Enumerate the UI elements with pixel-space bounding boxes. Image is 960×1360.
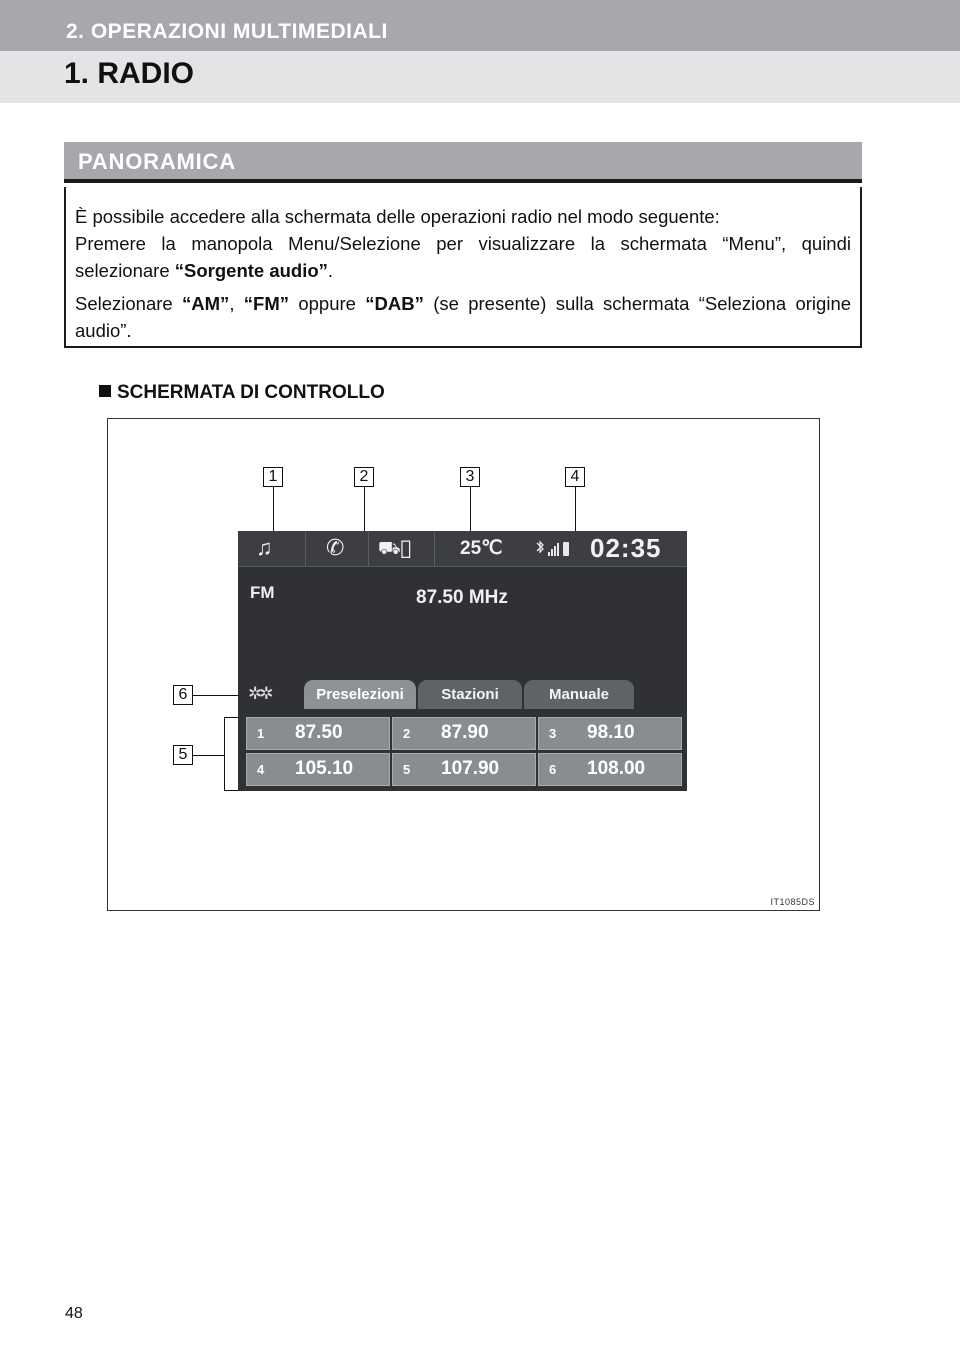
preset-button-4[interactable]: 4 105.10: [246, 753, 390, 786]
page-number: 48: [65, 1305, 83, 1322]
overview-paragraph-2: Selezionare “AM”, “FM” oppure “DAB” (se presente) sulla schermata “Seleziona origine audio”.: [75, 293, 852, 341]
band-label: FM: [250, 583, 275, 602]
preset-button-3[interactable]: 3 98.10: [538, 717, 682, 750]
chapter-title: 2. OPERAZIONI MULTIMEDIALI: [66, 20, 388, 43]
car-phone-icon[interactable]: ⛟▯: [378, 538, 411, 558]
music-note-icon[interactable]: ♫: [256, 535, 273, 560]
callout-3: 3: [460, 467, 480, 487]
chapter-header: [0, 0, 960, 51]
figure-code: IT1085DS: [770, 897, 815, 907]
callout-6: 6: [173, 685, 193, 705]
section-header: [0, 51, 960, 103]
preset-grid: [246, 717, 682, 787]
overview-box-header: [64, 142, 862, 183]
section-title: 1. RADIO: [64, 57, 195, 90]
status-bar: [238, 531, 687, 567]
tab-preselezioni[interactable]: Preselezioni: [304, 680, 416, 709]
square-bullet-icon: [99, 385, 111, 397]
tab-bar: [238, 677, 687, 711]
preset-button-6[interactable]: 6 108.00: [538, 753, 682, 786]
dab-label: “DAB”: [365, 293, 424, 314]
temperature: 25℃: [460, 538, 503, 559]
fm-label: “FM”: [243, 293, 289, 314]
bluetooth-signal-battery-icon: [534, 540, 572, 558]
settings-gear-icon[interactable]: ✲✲: [248, 684, 271, 703]
preset-button-1[interactable]: 1 87.50: [246, 717, 390, 750]
preset-button-5[interactable]: 5 107.90: [392, 753, 536, 786]
callout-5: 5: [173, 745, 193, 765]
control-screen-heading: SCHERMATA DI CONTROLLO: [99, 382, 385, 404]
tab-manuale[interactable]: Manuale: [524, 680, 634, 709]
preset-button-2[interactable]: 2 87.90: [392, 717, 536, 750]
sorgente-audio-label: “Sorgente audio”: [174, 260, 328, 281]
frequency-display: 87.50 MHz: [416, 587, 508, 608]
radio-screen-figure: [107, 418, 820, 911]
overview-box-body: [64, 187, 862, 348]
am-label: “AM”: [182, 293, 230, 314]
overview-paragraph-1: È possibile accedere alla schermata delle operazioni radio nel modo seguente: Premere la manopola Menu/Selezione per visualizzare la schermata “Menu”, quindi selezionare “Sorgente audio”.: [75, 206, 851, 281]
leader-line-5: [193, 755, 224, 756]
radio-display: [238, 531, 687, 791]
phone-icon[interactable]: ✆: [326, 535, 345, 560]
callout-4: 4: [565, 467, 585, 487]
callout-1: 1: [263, 467, 283, 487]
clock: 02:35: [590, 533, 662, 563]
overview-title: PANORAMICA: [78, 149, 236, 174]
callout-2: 2: [354, 467, 374, 487]
tab-stazioni[interactable]: Stazioni: [418, 680, 522, 709]
